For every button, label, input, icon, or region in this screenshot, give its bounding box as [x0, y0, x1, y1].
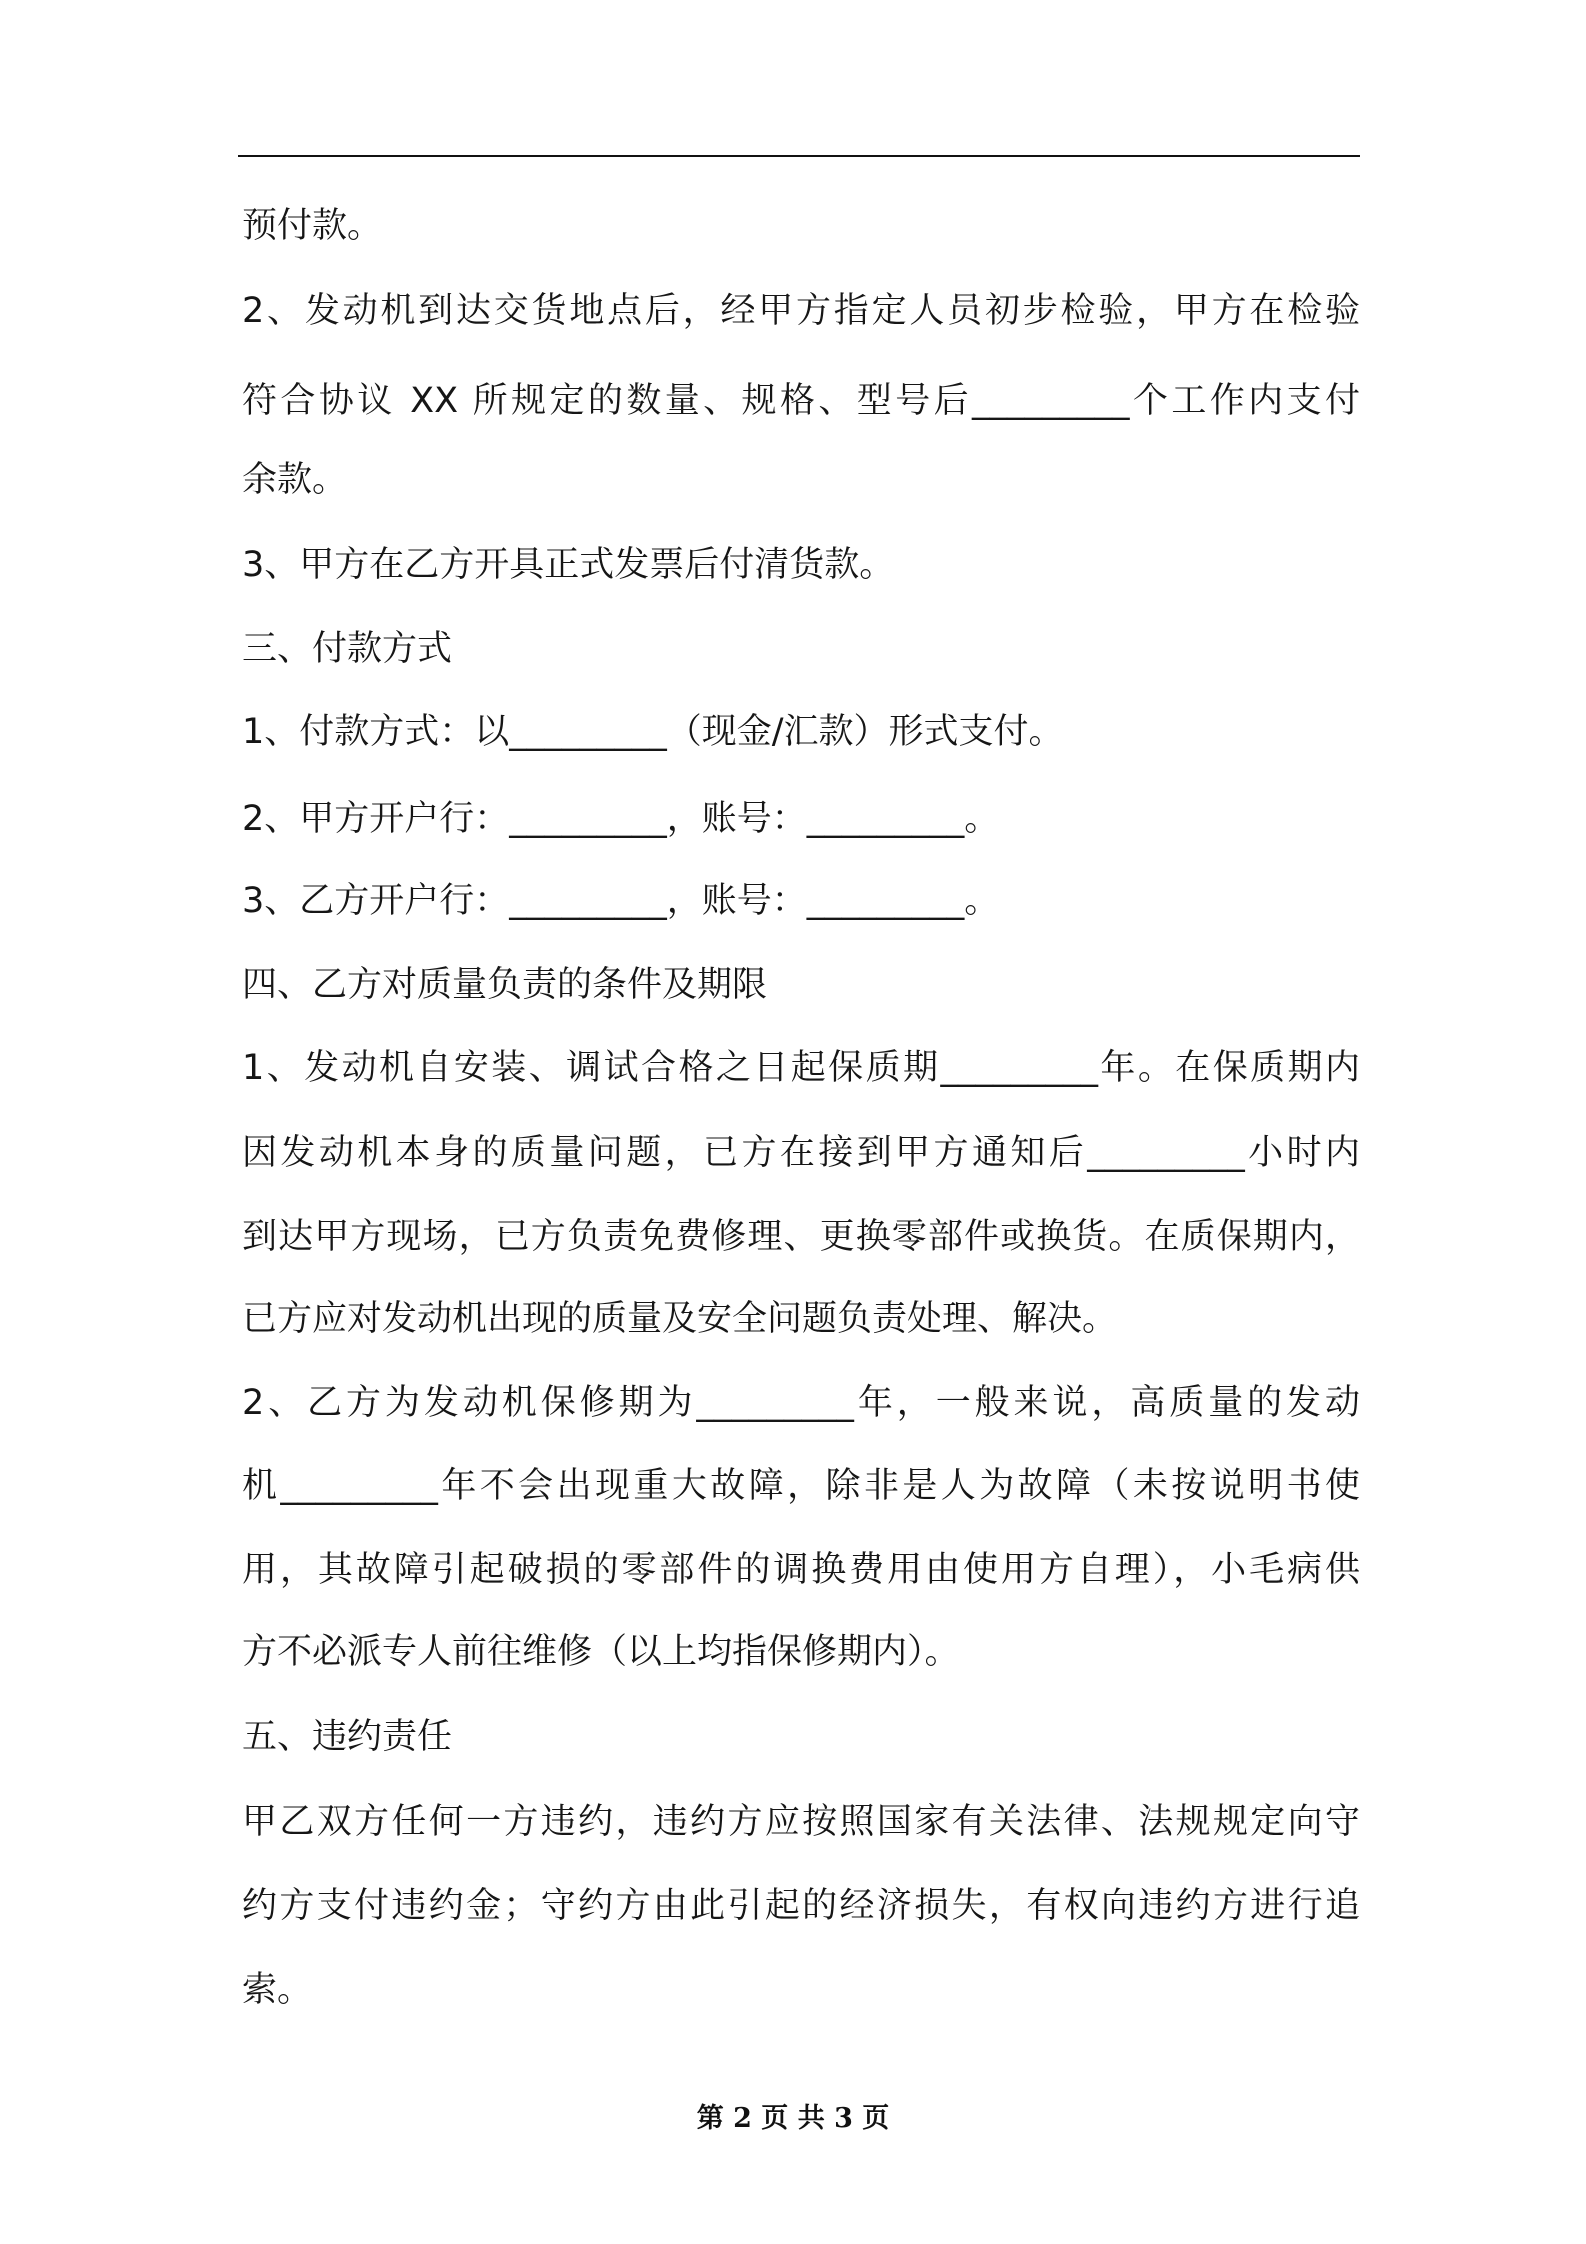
body-line: 2、发动机到达交货地点后，经甲方指定人员初步检验，甲方在检验 [242, 291, 1360, 331]
body-line: 因发动机本身的质量问题，已方在接到甲方通知后_________小时内 [242, 1133, 1360, 1173]
body-line: 机_________年不会出现重大故障，除非是人为故障（未按说明书使 [242, 1466, 1360, 1506]
body-line: 2、乙方为发动机保修期为_________年，一般来说，高质量的发动 [242, 1383, 1360, 1423]
body-line: 1、发动机自安装、调试合格之日起保质期_________年。在保质期内 [242, 1048, 1360, 1088]
body-line: 约方支付违约金；守约方由此引起的经济损失，有权向违约方进行追 [242, 1886, 1360, 1926]
body-line: 甲乙双方任何一方违约，违约方应按照国家有关法律、法规规定向守 [242, 1802, 1360, 1842]
page-number-footer: 第 2 页 共 3 页 [696, 2103, 890, 2134]
body-line: 3、乙方开户行：_________，账号：_________。 [242, 881, 1000, 921]
section-heading: 五、违约责任 [242, 1717, 453, 1757]
section-heading: 四、乙方对质量负责的条件及期限 [242, 965, 768, 1005]
body-line: 余款。 [242, 460, 348, 500]
header-rule [238, 155, 1360, 157]
section-heading: 三、付款方式 [242, 629, 453, 669]
body-line: 3、甲方在乙方开具正式发票后付清货款。 [242, 545, 895, 585]
body-line: 索。 [242, 1970, 313, 2010]
body-line: 预付款。 [242, 206, 383, 246]
body-line: 符合协议 XX 所规定的数量、规格、型号后_________个工作内支付 [242, 381, 1360, 421]
body-line: 方不必派专人前往维修（以上均指保修期内）。 [242, 1632, 960, 1672]
body-line: 用，其故障引起破损的零部件的调换费用由使用方自理），小毛病供 [242, 1550, 1360, 1590]
body-line: 已方应对发动机出现的质量及安全问题负责处理、解决。 [242, 1299, 1118, 1339]
body-line: 到达甲方现场，已方负责免费修理、更换零部件或换货。在质保期内， [242, 1217, 1360, 1257]
body-line: 2、甲方开户行：_________，账号：_________。 [242, 799, 1000, 839]
body-line: 1、付款方式：以_________（现金/汇款）形式支付。 [242, 712, 1064, 752]
